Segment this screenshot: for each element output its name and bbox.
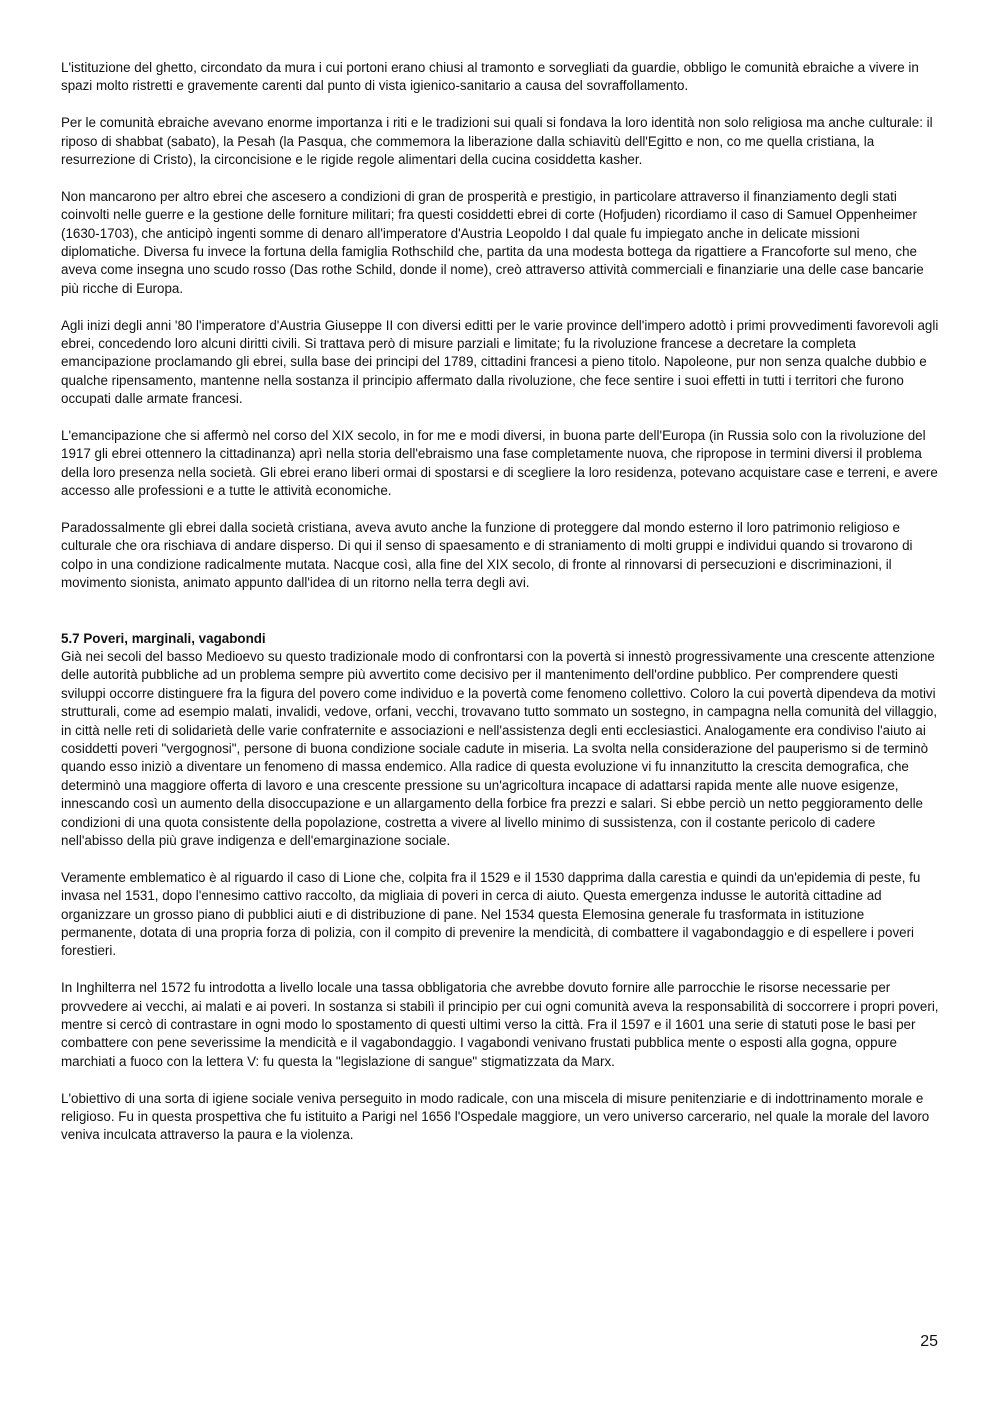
page-number: 25 [920, 1333, 938, 1350]
paragraph: Paradossalmente gli ebrei dalla società cristiana, aveva avuto anche la funzione di proteggere dal mondo esterno il loro patrimonio religioso e culturale che ora rischiava di andare disperso. Di qui il senso di spaesamento e di straniamento di molti gruppi e individui quando si trovarono di colpo in una condizione radicalmente mutata. Nacque così, alla fine del XIX secolo, di fronte al rinnovarsi di persecuzioni e discriminazioni, il movimento sionista, animato appunto dall'idea di un ritorno nella terra degli avi. [61, 520, 913, 591]
paragraph: L'istituzione del ghetto, circondato da mura i cui portoni erano chiusi al tramonto e sorvegliati da guardie, obbligo le comunità ebraiche a vivere in spazi molto ristretti e gravemente carenti dal punto di vista igienico-sanitario a causa del sovraffollamento. [61, 60, 919, 94]
section-poveri-marginali-vagabondi [61, 630, 941, 1145]
paragraph: L'emancipazione che si affermò nel corso del XIX secolo, in for me e modi diversi, in buona parte dell'Europa (in Russia solo con la rivoluzione del 1917 gli ebrei ottennero la cittadinanza) aprì nella storia dell'ebraismo una fase completamente nuova, che ripropose in termini diversi il problema della loro presenza nella società. Gli ebrei erano liberi ormai di spostarsi e di scegliere la loro residenza, potevano acquistare case e terreni, e avere accesso alle professioni e a tutte le attività economiche. [61, 428, 938, 499]
document-page [61, 59, 941, 1163]
paragraph: Veramente emblematico è al riguardo il caso di Lione che, colpita fra il 1529 e il 1530 dapprima dalla carestia e quindi da un'epidemia di peste, fu invasa nel 1531, dopo l'ennesimo cattivo raccolto, da migliaia di poveri in cerca di aiuto. Questa emergenza indusse le autorità cittadine ad organizzare un grosso piano di pubblici aiuti e di distribuzione di pane. Nel 1534 questa Elemosina generale fu trasformata in istituzione permanente, dotata di una propria forza di polizia, con il compito di prevenire la mendicità, di combattere il vagabondaggio e di espellere i poveri forestieri. [61, 869, 921, 959]
paragraph: Non mancarono per altro ebrei che ascesero a condizioni di gran de prosperità e prestigio, in particolare attraverso il finanziamento degli stati coinvolti nelle guerre e la gestione delle forniture militari; fra questi cosiddetti ebrei di corte (Hofjuden) ricordiamo il caso di Samuel Oppenheimer (1630-1703), che anticipò ingenti somme di denaro all'imperatore d'Austria Leopoldo I dal quale fu impiegato anche in delicate missioni diplomatiche. Diversa fu invece la fortuna della famiglia Rothschild che, partita da una modesta bottega da rigattiere a Francoforte sul meno, che aveva come insegna uno scudo rosso (Das rothe Schild, donde il nome), creò attraverso attività commerciali e finanziarie una delle case bancarie più ricche di Europa. [61, 188, 924, 296]
paragraph: Per le comunità ebraiche avevano enorme importanza i riti e le tradizioni sui quali si fondava la loro identità non solo religiosa ma anche culturale: il riposo di shabbat (sabato), la Pesah (la Pasqua, che commemora la liberazione dalla schiavitù dell'Egitto e non, co me quella cristiana, la resurrezione di Cristo), la circoncisione e le rigide regole alimentari della cucina cosiddetta kasher. [61, 115, 933, 168]
section-heading: 5.7 Poveri, marginali, vagabondi [61, 630, 266, 646]
paragraph: Già nei secoli del basso Medioevo su questo tradizionale modo di confrontarsi con la povertà si innestò progressivamente una crescente attenzione delle autorità pubbliche ad un problema sempre più avvertito come decisivo per il mantenimento dell'ordine pubblico. Per comprendere questi sviluppi occorre distinguere fra la figura del povero come individuo e la povertà come fenomeno collettivo. Coloro la cui povertà dipendeva da motivi strutturali, come ad esempio malati, invalidi, vedove, orfani, vecchi, trovavano tutto sommato un sostegno, in campagna nella comunità del villaggio, in città nelle reti di solidarietà delle varie confraternite e associazioni e nell'assistenza degli enti ecclesiastici. Analogamente era condiviso l'aiuto ai cosiddetti poveri "vergognosi", persone di buona condizione sociale cadute in miseria. La svolta nella considerazione del pauperismo si de terminò quando esso iniziò a diventare un fenomeno di massa endemico. Alla radice di questa evoluzione vi fu innanzitutto la crescita demografica, che determinò una maggiore offerta di lavoro e una crescente pressione su un'agricoltura incapace di adattarsi rapida mente alle nuove esigenze, innescando così un aumento della disoccupazione e un allargamento della forbice fra prezzi e salari. Si ebbe perciò un netto peggioramento delle condizioni di una quota consistente della popolazione, costretta a vivere al livello minimo di sussistenza, con il costante pericolo di cadere nell'abisso della più grave indigenza e dell'emarginazione sociale. [61, 648, 938, 848]
paragraph: L'obiettivo di una sorta di igiene sociale veniva perseguito in modo radicale, con una miscela di misure penitenziarie e di indottrinamento morale e religioso. Fu in questa prospettiva che fu istituito a Parigi nel 1656 l'Ospedale maggiore, un vero universo carcerario, nel quale la morale del lavoro veniva inculcata attraverso la paura e la violenza. [61, 1090, 930, 1143]
paragraph: In Inghilterra nel 1572 fu introdotta a livello locale una tassa obbligatoria che avrebbe dovuto fornire alle parrocchie le risorse necessarie per provvedere ai vecchi, ai malati e ai poveri. In sostanza si stabilì il principio per cui ogni comunità aveva la responsabilità di soccorrere i propri poveri, mentre si cercò di contrastare in ogni modo lo spostamento di questi ultimi verso la città. Fra il 1597 e il 1601 una serie di statuti pose le basi per combattere con pene severissime la mendicità e il vagabondaggio. I vagabondi venivano frustati pubblica mente o esposti alla gogna, oppure marchiati a fuoco con la lettera V: fu questa la "legislazione di sangue" stigmatizzata da Marx. [61, 980, 939, 1069]
paragraph: Agli inizi degli anni '80 l'imperatore d'Austria Giuseppe II con diversi editti per le varie province dell'impero adottò i primi provvedimenti favorevoli agli ebrei, concedendo loro alcuni diritti civili. Si trattava però di misure parziali e limitate; fu la rivoluzione francese a decretare la completa emancipazione proclamando gli ebrei, sulla base dei principi del 1789, cittadini francesi a pieno titolo. Napoleone, pur non senza qualche dubbio e qualche ripensamento, mantenne nella sostanza il principio affermato dalla rivoluzione, che fece sentire i suoi effetti in tutti i territori che furono occupati dalle armate francesi. [61, 317, 939, 407]
